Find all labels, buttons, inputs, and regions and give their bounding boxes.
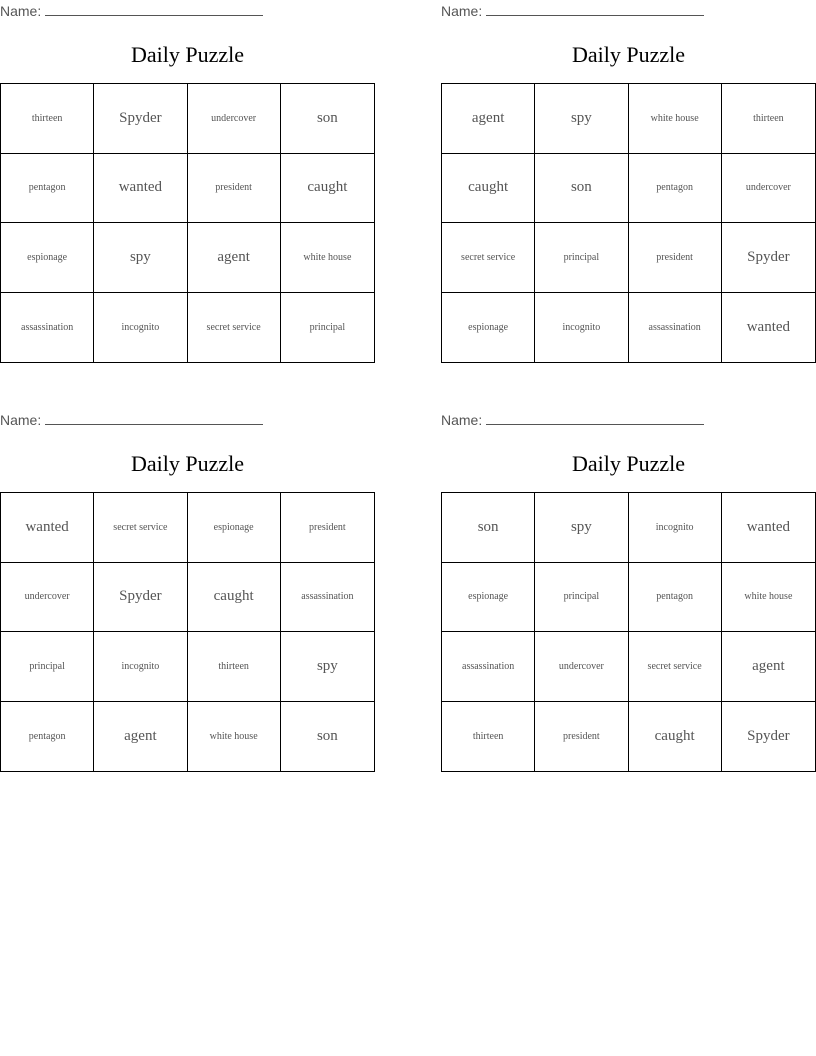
puzzle-grid <box>0 83 375 363</box>
grid-cell: assassination <box>281 563 374 633</box>
grid-cell: undercover <box>535 632 628 702</box>
grid-cell: pentagon <box>629 154 722 224</box>
grid-cell: president <box>188 154 281 224</box>
grid-cell: president <box>629 223 722 293</box>
grid-cell: secret service <box>188 293 281 363</box>
name-label: Name: <box>441 3 483 19</box>
name-label: Name: <box>0 412 42 428</box>
grid-cell: espionage <box>1 223 94 293</box>
grid-cell: espionage <box>188 493 281 563</box>
grid-cell: assassination <box>442 632 535 702</box>
grid-cell: wanted <box>94 154 187 224</box>
grid-cell: principal <box>309 321 346 333</box>
grid-cell: agent <box>188 223 281 293</box>
name-label: Name: <box>0 3 42 19</box>
grid-cell: incognito <box>535 293 628 363</box>
grid-cell: wanted <box>722 493 815 563</box>
puzzle-grid <box>441 492 816 772</box>
grid-cell: president <box>281 493 374 563</box>
grid-cell: Spyder <box>94 84 187 154</box>
puzzle-grid <box>0 492 375 772</box>
grid-cell: white house <box>629 84 722 154</box>
puzzle-title: Daily Puzzle <box>130 42 245 67</box>
name-blank-line <box>486 424 704 425</box>
grid-cell: espionage <box>442 293 535 363</box>
grid-cell: agent <box>722 632 815 702</box>
grid-cell: caught <box>442 154 535 224</box>
grid-cell: spy <box>281 632 374 702</box>
name-field <box>441 412 704 428</box>
grid-cell: white house <box>722 563 815 633</box>
grid-cell: agent <box>94 702 187 772</box>
grid-cell: secret service <box>629 632 722 702</box>
grid-cell: secret service <box>94 493 187 563</box>
grid-cell: agent <box>442 84 535 154</box>
puzzle-card <box>0 409 375 749</box>
puzzle-title: Daily Puzzle <box>130 451 245 476</box>
grid-cell: president <box>535 702 628 772</box>
grid-cell: spy <box>535 84 628 154</box>
grid-cell: espionage <box>442 563 535 633</box>
grid-cell: wanted <box>1 493 94 563</box>
name-blank-line <box>45 424 263 425</box>
grid-cell: principal <box>1 632 94 702</box>
name-blank-line <box>45 15 263 16</box>
grid-cell: pentagon <box>629 563 722 633</box>
grid-cell: undercover <box>1 563 94 633</box>
grid-cell: thirteen <box>722 84 815 154</box>
grid-cell: assassination <box>1 293 94 363</box>
grid-cell: Spyder <box>747 727 790 744</box>
grid-cell: son <box>535 154 628 224</box>
grid-cell: pentagon <box>1 154 94 224</box>
grid-cell: undercover <box>722 154 815 224</box>
grid-cell: caught <box>188 563 281 633</box>
grid-cell: wanted <box>746 318 791 335</box>
grid-cell: caught <box>629 702 722 772</box>
grid-cell: incognito <box>94 293 187 363</box>
name-field <box>0 3 263 19</box>
grid-cell: spy <box>535 493 628 563</box>
grid-cell: Spyder <box>94 563 187 633</box>
grid-cell: white house <box>281 223 374 293</box>
puzzle-card <box>441 0 816 340</box>
grid-cell: principal <box>535 223 628 293</box>
grid-cell: son <box>281 84 374 154</box>
name-label: Name: <box>441 412 483 428</box>
grid-cell: pentagon <box>1 702 94 772</box>
grid-cell: son <box>442 493 535 563</box>
puzzle-card <box>441 409 816 749</box>
puzzle-card <box>0 0 375 340</box>
grid-cell: undercover <box>188 84 281 154</box>
puzzle-title: Daily Puzzle <box>571 451 686 476</box>
grid-cell: secret service <box>442 223 535 293</box>
grid-cell: white house <box>188 702 281 772</box>
grid-cell: incognito <box>629 493 722 563</box>
grid-cell: spy <box>94 223 187 293</box>
grid-cell: Spyder <box>722 223 815 293</box>
grid-cell: caught <box>281 154 374 224</box>
grid-cell: thirteen <box>442 702 535 772</box>
name-field <box>0 412 263 428</box>
puzzle-grid <box>441 83 816 363</box>
grid-cell: incognito <box>94 632 187 702</box>
name-field <box>441 3 704 19</box>
grid-cell: principal <box>535 563 628 633</box>
grid-cell: thirteen <box>188 632 281 702</box>
grid-cell: son <box>316 727 338 744</box>
puzzle-title: Daily Puzzle <box>571 42 686 67</box>
grid-cell: thirteen <box>1 84 94 154</box>
name-blank-line <box>486 15 704 16</box>
grid-cell: assassination <box>629 293 722 363</box>
